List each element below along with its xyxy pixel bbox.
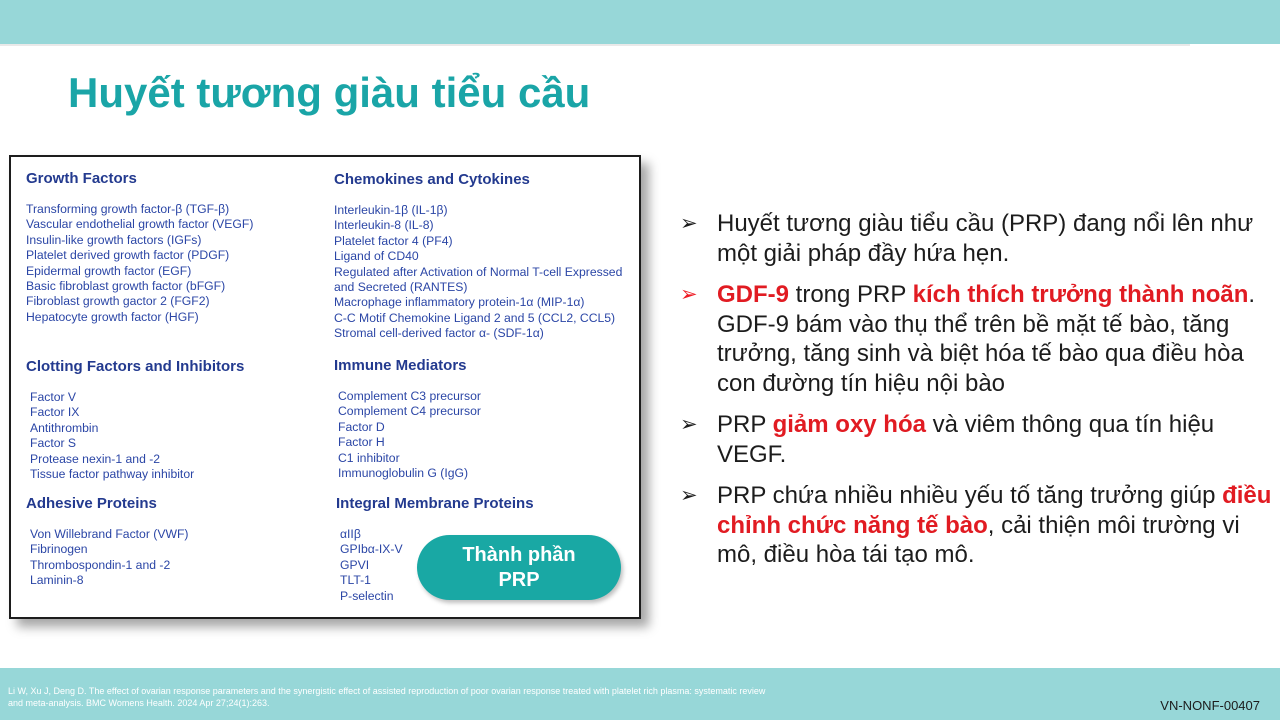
bullet-item	[680, 410, 1280, 469]
list-item: GPIbα-IX-V	[340, 542, 403, 557]
bullet-text: và viêm thông qua tín hiệu VEGF.	[717, 411, 1215, 468]
pill-line-1: Thành phần	[462, 543, 576, 566]
list-item: Protease nexin-1 and -2	[30, 451, 161, 466]
list-item: Platelet derived growth factor (PDGF)	[26, 248, 230, 263]
section-clotting-factors	[26, 358, 244, 482]
list-item: Factor V	[30, 390, 77, 404]
list-item: TLT-1	[340, 573, 371, 588]
list-item: Complement C3 precursor	[338, 389, 481, 403]
list-item: Fibrinogen	[30, 542, 88, 557]
list-item: P-selectin	[340, 588, 394, 603]
highlight-text: kích thích trưởng thành noãn	[912, 281, 1249, 308]
section-list	[26, 527, 188, 589]
bullet-text: PRP chứa nhiều nhiều yếu tố tăng trưởng giúp	[717, 482, 1223, 509]
list-item: Tissue factor pathway inhibitor	[30, 467, 195, 482]
section-heading: Clotting Factors and Inhibitors	[26, 358, 245, 375]
section-list	[334, 203, 622, 342]
list-item: Platelet factor 4 (PF4)	[334, 233, 453, 248]
bullet-text: Huyết tương giàu tiểu cầu (PRP) đang nổi lên như một giải pháp đầy hứa hẹn.	[717, 210, 1254, 267]
list-item: Basic fibroblast growth factor (bFGF)	[26, 279, 226, 294]
bullet-item	[680, 280, 1280, 398]
bullet-text: , cải thiện môi trường vi mô, điều hòa tái tạo mô.	[717, 511, 1240, 568]
prp-components-label	[417, 535, 621, 600]
bullet-text: . GDF-9 bám vào thụ thể trên bề mặt tế bào, tăng trưởng, tăng sinh và biệt hóa tế bào qua điều hòa con đường tín hiệu nội bào	[717, 281, 1256, 397]
highlight-text: GDF-9	[717, 281, 789, 308]
document-code: VN-NONF-00407	[1160, 698, 1260, 713]
section-adhesive-proteins	[26, 495, 188, 589]
list-item: Antithrombin	[30, 420, 99, 435]
list-item: Regulated after Activation of Normal T-cell Expressed	[334, 264, 623, 279]
list-item: Transforming growth factor-β (TGF-β)	[26, 202, 230, 216]
list-item: Complement C4 precursor	[338, 404, 481, 419]
list-item: Insulin-like growth factors (IGFs)	[26, 232, 202, 247]
section-immune-mediators	[334, 357, 481, 481]
pill-line-2: PRP	[498, 568, 540, 591]
list-item: Vascular endothelial growth factor (VEGF)	[26, 217, 254, 232]
slide-title: Huyết tương giàu tiểu cầu	[68, 69, 591, 116]
section-list	[26, 390, 244, 482]
list-item: Laminin-8	[30, 573, 84, 588]
list-item: αIIβ	[340, 527, 361, 541]
list-item: GPVI	[340, 557, 370, 572]
list-item: Stromal cell-derived factor α- (SDF-1α)	[334, 326, 544, 341]
list-item: Interleukin-1β (IL-1β)	[334, 203, 448, 217]
list-item: Ligand of CD40	[334, 249, 419, 264]
section-heading: Growth Factors	[26, 170, 137, 187]
bullet-item	[680, 481, 1280, 570]
list-item: Macrophage inflammatory protein-1α (MIP-1α)	[334, 295, 585, 310]
bullet-text: trong PRP	[789, 281, 913, 308]
section-growth-factors	[26, 170, 253, 325]
section-heading: Chemokines and Cytokines	[334, 171, 530, 188]
bullet-arrow-icon: ➢	[680, 283, 698, 306]
list-item: Von Willebrand Factor (VWF)	[30, 527, 189, 541]
bullet-text: PRP	[717, 411, 773, 438]
list-item: Hepatocyte growth factor (HGF)	[26, 309, 199, 324]
section-list	[334, 389, 481, 481]
list-item: Epidermal growth factor (EGF)	[26, 263, 192, 278]
bullet-item	[680, 209, 1280, 268]
highlight-text: điều chỉnh chức năng tế bào	[717, 482, 1272, 539]
citation-text: Li W, Xu J, Deng D. The effect of ovarian response parameters and the synergistic effect of assisted reproduction of poor ovarian response treated with platelet rich plasma: systematic review and meta-analysis. BMC Womens Health. 2024 Apr 27;24(1):263.	[8, 686, 766, 708]
list-item: Factor D	[338, 419, 385, 434]
list-item: Factor IX	[30, 405, 80, 420]
bullet-arrow-icon: ➢	[680, 484, 698, 507]
bullet-arrow-icon: ➢	[680, 413, 698, 436]
list-item: Factor S	[30, 436, 77, 451]
section-heading: Adhesive Proteins	[26, 495, 157, 512]
highlight-text: giảm oxy hóa	[772, 411, 926, 438]
section-chemokines-cytokines	[334, 171, 622, 342]
section-list	[26, 202, 253, 325]
list-item: Thrombospondin-1 and -2	[30, 557, 171, 572]
list-item: C-C Motif Chemokine Ligand 2 and 5 (CCL2, CCL5)	[334, 310, 616, 325]
bullet-arrow-icon: ➢	[680, 212, 698, 235]
section-heading: Immune Mediators	[334, 357, 467, 374]
section-heading: Integral Membrane Proteins	[336, 495, 534, 512]
top-divider	[0, 44, 1190, 46]
list-item: Factor H	[338, 435, 385, 450]
list-item: C1 inhibitor	[338, 450, 400, 465]
list-item: and Secreted (RANTES)	[334, 280, 468, 295]
list-item: Immunoglobulin G (IgG)	[338, 466, 469, 481]
bullet-list	[680, 209, 1280, 582]
top-band	[0, 0, 1280, 44]
list-item: Interleukin-8 (IL-8)	[334, 218, 434, 233]
list-item: Fibroblast growth gactor 2 (FGF2)	[26, 294, 210, 309]
